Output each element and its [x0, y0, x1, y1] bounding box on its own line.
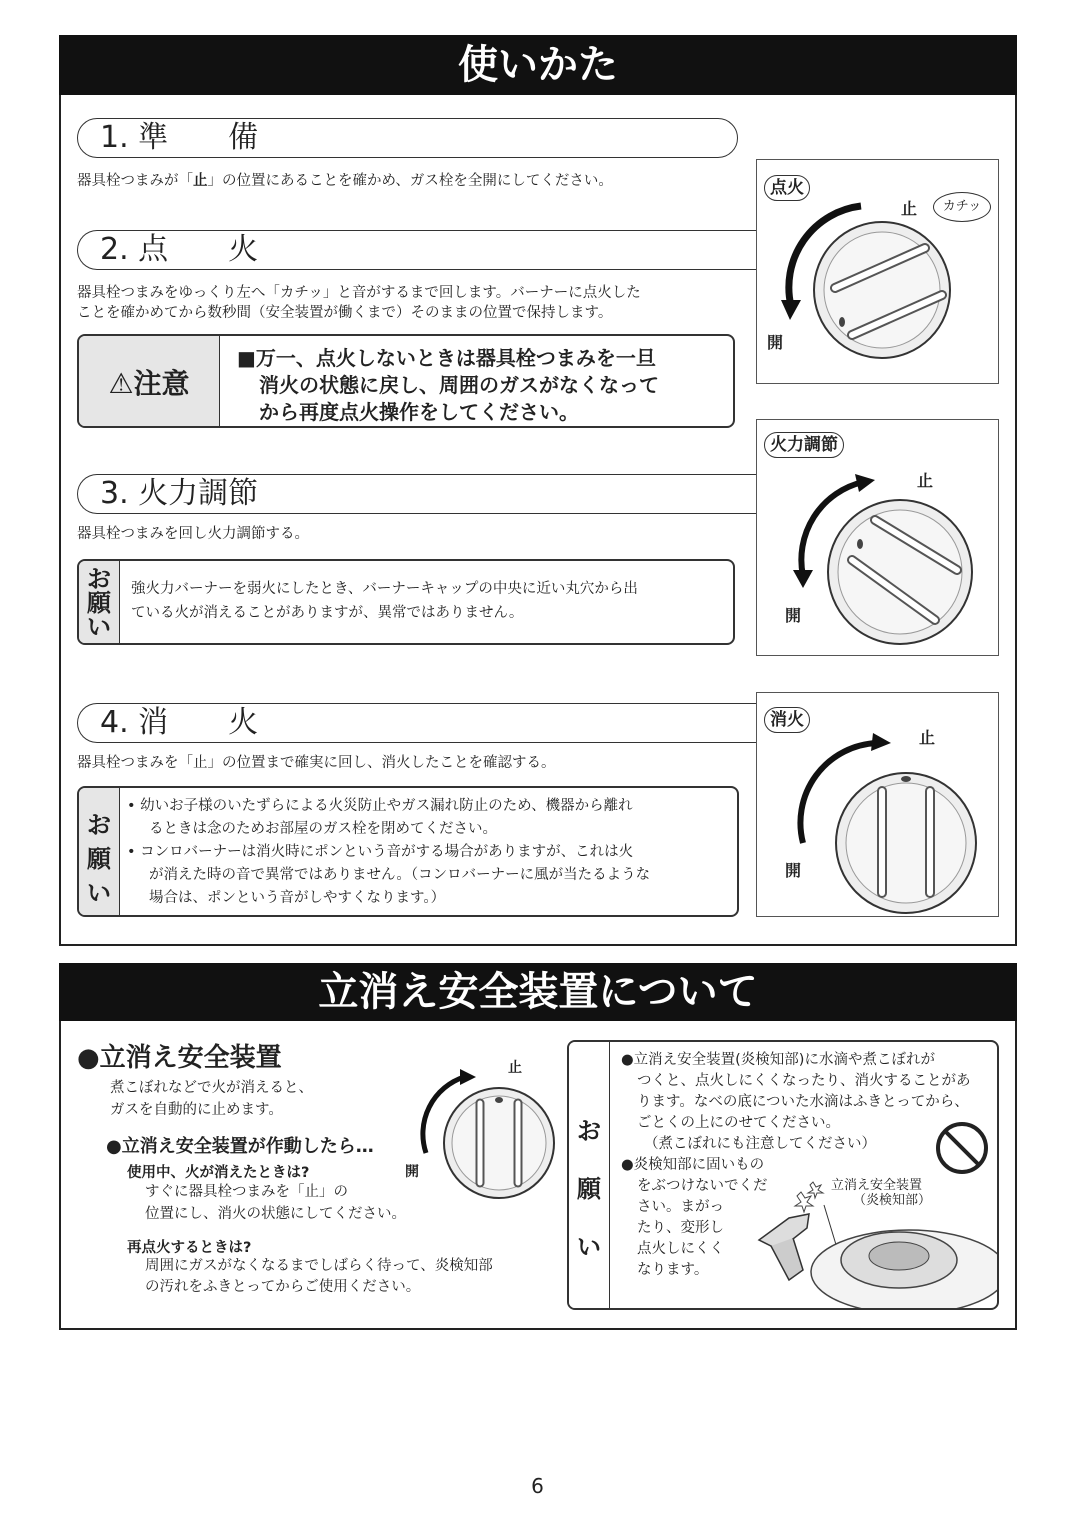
- dial-ignite-open-label: 開: [767, 333, 784, 352]
- safety-req-b1-line3: ります。なべの底についた水滴はふきとってから、: [637, 1094, 969, 1110]
- caution-line3: から再度点火操作をしてください。: [259, 400, 579, 424]
- request1-label: [79, 561, 120, 643]
- safety-a2-line2: の汚れをふきとってからご使用ください。: [145, 1279, 421, 1295]
- safety-req-b1-line1: ●立消え安全装置(炎検知部)に水滴や煮こぼれが: [621, 1052, 935, 1068]
- caution-line2: 消火の状態に戻し、周囲のガスがなくなって: [259, 373, 659, 397]
- dial-extinguish-open-label: 開: [785, 861, 802, 880]
- caution-box: [77, 334, 735, 428]
- request2-box: [77, 786, 739, 917]
- burner-illustration-icon: [749, 1180, 999, 1310]
- safety-sub-heading: ●立消え安全装置が作動したら…: [106, 1136, 374, 1157]
- step4-heading: 4. 消 火: [77, 703, 757, 743]
- safety-request-label: [569, 1042, 610, 1308]
- dial-adjust-knob-icon: [757, 420, 1000, 657]
- dial-ignite-knob-icon: [757, 160, 1000, 385]
- safety-request-label-text: お願い: [577, 1117, 601, 1261]
- safety-intro-line1: 煮こぼれなどで火が消えると、: [110, 1080, 313, 1096]
- request1-line1: 強火力バーナーを弱火にしたとき、バーナーキャップの中央に近い丸穴から出: [131, 581, 638, 597]
- step1-body-post: 」の位置にあることを確かめ、ガス栓を全開にしてください。: [207, 173, 613, 189]
- request2-b1-line1: • 幼いお子様のいたずらによる火災防止やガス漏れ防止のため、機器から離れ: [127, 798, 633, 814]
- caution-line1: ■万一、点火しないときは器具栓つまみを一旦: [237, 346, 656, 370]
- step4-body: 器具栓つまみを「止」の位置まで確実に回し、消火したことを確認する。: [77, 755, 556, 771]
- step2-heading: 2. 点 火: [77, 230, 757, 270]
- safety-callout-line2: （炎検知部）: [853, 1193, 932, 1208]
- safety-q1: 使用中、火が消えたときは?: [127, 1165, 310, 1181]
- safety-req-b2-line3: さい。まがっ: [637, 1199, 724, 1215]
- request1-label-text: お願い: [87, 565, 111, 641]
- safety-intro-line2: ガスを自動的に止めます。: [110, 1102, 283, 1118]
- step3-heading: 3. 火力調節: [77, 474, 757, 514]
- safety-req-b2-line6: なります。: [637, 1262, 709, 1278]
- caution-label-area: [79, 336, 220, 426]
- safety-dial-stop-label: 止: [508, 1060, 522, 1076]
- step1-body-bold: 止: [193, 173, 208, 189]
- request2-b2-line3: 場合は、ポンという音がしやすくなります。）: [149, 890, 446, 906]
- dial-ignite-stop-label: 止: [901, 199, 918, 218]
- dial-ignite-tag: 点火: [764, 175, 810, 201]
- safety-a1-line1: すぐに器具栓つまみを「止」の: [145, 1184, 348, 1200]
- safety-a2-line1: 周囲にガスがなくなるまでしばらく待って、炎検知部: [145, 1258, 493, 1274]
- request2-b2-line2: が消えた時の音で異常ではありません。（コンロバーナーに風が当たるような: [149, 867, 651, 883]
- request1-box: [77, 559, 735, 645]
- safety-q2: 再点火するときは?: [127, 1240, 252, 1256]
- dial-extinguish-tag: 消火: [764, 707, 810, 733]
- caution-label: ⚠注意: [108, 367, 190, 400]
- safety-callout-line1: 立消え安全装置: [831, 1178, 923, 1193]
- dial-adjust-figure: [756, 419, 999, 656]
- safety-req-b2-line2: をぶつけないでくだ: [637, 1178, 768, 1194]
- safety-req-b1-line5: （煮こぼれにも注意してください）: [644, 1136, 876, 1152]
- request2-b2-line1: • コンロバーナーは消火時にポンという音がする場合がありますが、これは火: [127, 844, 634, 860]
- page-number: 6: [531, 1474, 544, 1498]
- step2-body-line2: ことを確かめてから数秒間（安全装置が働くまで）そのままの位置で保持します。: [77, 305, 613, 321]
- safety-req-b2-line4: たり、変形し: [637, 1220, 724, 1236]
- safety-req-b1-line2: つくと、点火しにくくなったり、消火することがあ: [637, 1073, 971, 1089]
- step3-body: 器具栓つまみを回し火力調節する。: [77, 526, 309, 542]
- dial-extinguish-figure: [756, 692, 999, 917]
- safety-req-b2-line1: ●炎検知部に固いもの: [621, 1157, 765, 1173]
- safety-heading: ●立消え安全装置: [77, 1043, 282, 1073]
- dial-adjust-open-label: 開: [785, 606, 802, 625]
- dial-adjust-tag: 火力調節: [764, 432, 844, 458]
- step1-body: [77, 171, 613, 191]
- safety-request-box: [567, 1040, 999, 1310]
- request2-b1-line2: るときは念のためお部屋のガス栓を閉めてください。: [149, 821, 497, 837]
- prohibited-icon: [934, 1120, 990, 1176]
- request2-label: [79, 788, 120, 915]
- step1-body-pre: 器具栓つまみが「: [77, 173, 193, 189]
- dial-ignite-figure: [756, 159, 999, 384]
- safety-a1-line2: 位置にし、消火の状態にしてください。: [145, 1206, 406, 1222]
- request1-line2: ている火が消えることがありますが、異常ではありません。: [131, 605, 524, 621]
- usage-title: 使いかた: [59, 35, 1017, 95]
- safety-dial-open-label: 開: [405, 1164, 419, 1180]
- step2-body-line1: 器具栓つまみをゆっくり左へ「カチッ」と音がするまで回します。バーナーに点火した: [77, 285, 641, 301]
- safety-req-b2-line5: 点火しにくく: [637, 1241, 724, 1257]
- dial-extinguish-stop-label: 止: [919, 728, 936, 747]
- safety-title: 立消え安全装置について: [59, 963, 1017, 1021]
- safety-dial-knob-icon: [400, 1055, 560, 1225]
- step1-heading: 1. 準 備: [77, 118, 738, 158]
- safety-req-b1-line4: ごとくの上にのせてください。: [637, 1115, 840, 1131]
- dial-adjust-stop-label: 止: [917, 471, 934, 490]
- dial-ignite-click-bubble: カチッ: [933, 192, 991, 222]
- dial-extinguish-knob-icon: [757, 693, 1000, 918]
- safety-dial-figure: [400, 1055, 560, 1225]
- request2-label-text: お願い: [87, 811, 111, 907]
